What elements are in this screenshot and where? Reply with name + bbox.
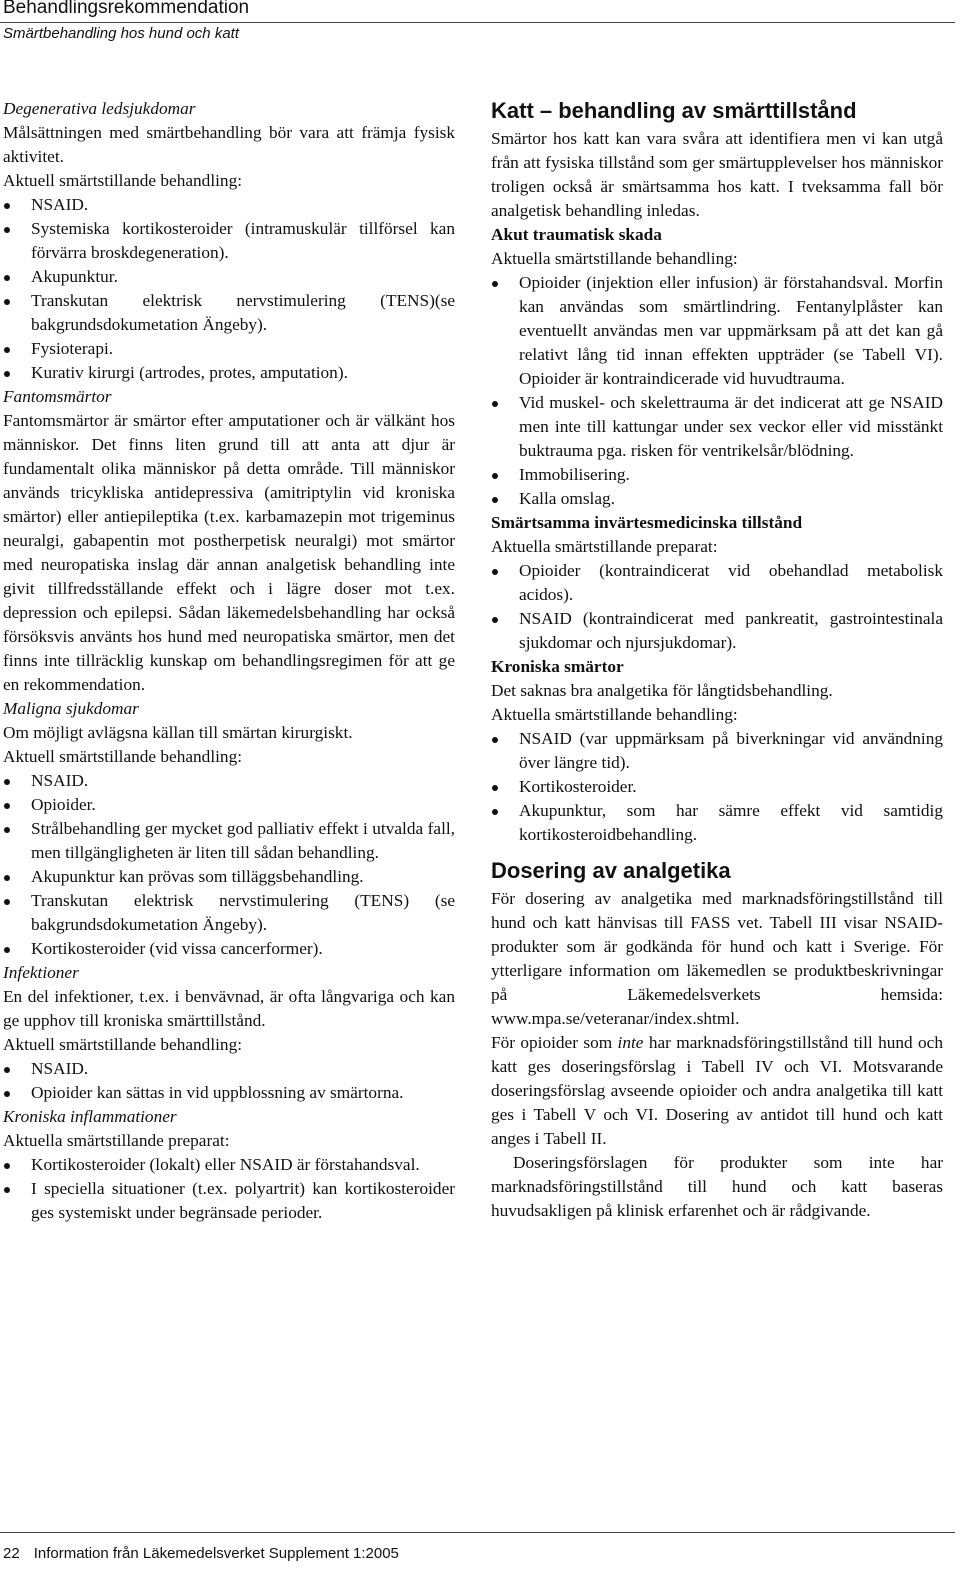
label-current-preparations: Aktuella smärtstillande preparat: (491, 537, 718, 556)
text-span: För opioider som (491, 1033, 618, 1052)
list-item: Vid muskel- och skelettrauma är det indicerat att ge NSAID men inte till kattungar under sex veckor eller vid misstänkt buktrauma pga. risken för ventrikelsår/blödning. (491, 391, 943, 463)
list-item: Opioider kan sättas in vid uppblossning av smärtorna. (3, 1081, 455, 1105)
section-heading-cat: Katt – behandling av smärttillstånd (491, 98, 857, 123)
publication-name: Information från Läkemedelsverket Supplement 1:2005 (33, 1545, 399, 1562)
list-item: Akupunktur kan prövas som tilläggsbehandling. (3, 865, 455, 889)
list-item: NSAID. (3, 1057, 455, 1081)
paragraph-degenerative-goal: Målsättningen med smärtbehandling bör vara att främja fysisk aktivitet. (3, 123, 455, 166)
paragraph-cat-intro: Smärtor hos katt kan vara svåra att identifiera men vi kan utgå från att fysiska tillstånd som ger smärtupplevelser hos människor troligen också är smärtsamma hos katt. I tveksamma fall bör analgetisk behandling inledas. (491, 129, 943, 220)
list-item: Immobilisering. (491, 463, 943, 487)
list-chronic-inflammation (3, 1153, 455, 1225)
list-malignant (3, 769, 455, 961)
label-current-treatment: Aktuell smärtstillande behandling: (3, 1035, 243, 1054)
footer-text (3, 1545, 399, 1562)
list-item: Kortikosteroider. (491, 775, 943, 799)
list-item: Opioider. (3, 793, 455, 817)
list-item: Strålbehandling ger mycket god palliativ effekt i utvalda fall, men tillgängligheten är liten till sådan behandling. (3, 817, 455, 865)
header-title: Behandlingsrekommendation (3, 0, 250, 18)
section-heading-infections: Infektioner (3, 963, 79, 982)
list-infections (3, 1057, 455, 1105)
label-current-treatment: Aktuella smärtstillande behandling: (491, 705, 738, 724)
paragraph-chronic-pain: Det saknas bra analgetika för långtidsbehandling. (491, 681, 833, 700)
label-current-treatment: Aktuell smärtstillande behandling: (3, 747, 243, 766)
paragraph-dosing-2 (491, 1031, 943, 1151)
text-span: har marknadsföringstillstånd till hund och katt ges doseringsförslag i Tabell IV och VI. Motsvarande doseringsförslag avseende opioider och andra analgetika till katt ges i Tabell V och VI. Dosering av antidot till hund och katt anges i Tabell II. (491, 1033, 943, 1148)
paragraph-malignant: Om möjligt avlägsna källan till smärtan kirurgiskt. (3, 723, 353, 742)
list-item: NSAID (kontraindicerat med pankreatit, gastrointestinala sjukdomar och njursjukdomar). (491, 607, 943, 655)
paragraph-dosing-1: För dosering av analgetika med marknadsföringstillstånd till hund och katt hänvisas till FASS vet. Tabell III visar NSAID-produkter som är godkända för hund och katt i Sverige. För ytterligare information om läkemedlen se produktbeskrivningar på Läkemedelsverkets hemsida: www.mpa.se/veteranar/index.shtml. (491, 889, 943, 1028)
list-item: Akupunktur. (3, 265, 455, 289)
subheading-acute-trauma: Akut traumatisk skada (491, 225, 662, 244)
list-item: Opioider (kontraindicerat vid obehandlad metabolisk acidos). (491, 559, 943, 607)
emphasis-inte: inte (617, 1033, 644, 1052)
list-internal-medicine (491, 559, 943, 655)
paragraph-phantom: Fantomsmärtor är smärtor efter amputationer och är välkänt hos människor. Det finns liten grund till att anta att djur är fundamentalt olika människor på detta område. Till människor används tricykliska antidepressiva (amitriptylin vid kroniska smärtor) eller antiepileptika (t.ex. karbamazepin mot trigeminus neuralgi, gabapentin mot postherpetisk neuralgi) mot smärtor med neuropatiska inslag där annan analgetisk behandling inte givit tillfredsställande effekt och i lägre doser mot t.ex. depression och epilepsi. Sådan läkemedelsbehandling har också försöksvis använts hos hund med neuropatiska smärtor, men det finns inte tillräcklig kunskap om behandlingsregimen för att ge en rekommendation. (3, 411, 455, 694)
list-degenerative (3, 193, 455, 385)
subheading-chronic-pain: Kroniska smärtor (491, 657, 624, 676)
section-heading-dosing: Dosering av analgetika (491, 858, 731, 883)
list-chronic-pain (491, 727, 943, 847)
section-heading-phantom: Fantomsmärtor (3, 387, 112, 406)
list-item: Kortikosteroider (lokalt) eller NSAID är förstahandsval. (3, 1153, 455, 1177)
subheading-internal-medicine: Smärtsamma invärtesmedicinska tillstånd (491, 513, 803, 532)
section-heading-degenerative: Degenerativa ledsjukdomar (3, 99, 196, 118)
list-item: Systemiska kortikosteroider (intramuskulär tillförsel kan förvärra broskdegeneration). (3, 217, 455, 265)
label-current-preparations: Aktuella smärtstillande preparat: (3, 1131, 230, 1150)
list-item: Kurativ kirurgi (artrodes, protes, amputation). (3, 361, 455, 385)
header-divider (0, 22, 955, 23)
list-item: Opioider (injektion eller infusion) är förstahandsval. Morfin kan användas som smärtlindring. Fentanylplåster kan eventuellt användas men var uppmärksam på att det kan gå relativt lång tid innan effekten uppträder (se Tabell VI). Opioider är kontraindicerade vid huvudtrauma. (491, 271, 943, 391)
list-item: NSAID. (3, 193, 455, 217)
paragraph-dosing-3: Doseringsförslagen för produkter som inte har marknadsföringstillstånd till hund och katt baseras huvudsakligen på klinisk erfarenhet och är rådgivande. (491, 1153, 943, 1220)
list-item: Transkutan elektrisk nervstimulering (TENS) (se bakgrundsdokumetation Ängeby). (3, 889, 455, 937)
list-acute-trauma (491, 271, 943, 511)
list-item: Transkutan elektrisk nervstimulering (TENS)(se bakgrundsdokumetation Ängeby). (3, 289, 455, 337)
list-item: NSAID. (3, 769, 455, 793)
paragraph-infections: En del infektioner, t.ex. i benvävnad, är ofta långvariga och kan ge upphov till kroniska smärttillstånd. (3, 987, 455, 1030)
header-subtitle: Smärtbehandling hos hund och katt (3, 25, 239, 42)
list-item: Kalla omslag. (491, 487, 943, 511)
list-item: Kortikosteroider (vid vissa cancerformer). (3, 937, 455, 961)
right-column (491, 97, 943, 1223)
page-number: 22 (3, 1545, 20, 1562)
label-current-treatment: Aktuell smärtstillande behandling: (3, 171, 243, 190)
list-item: Akupunktur, som har sämre effekt vid samtidig kortikosteroidbehandling. (491, 799, 943, 847)
label-current-treatment: Aktuella smärtstillande behandling: (491, 249, 738, 268)
section-heading-chronic-inflammation: Kroniska inflammationer (3, 1107, 177, 1126)
list-item: NSAID (var uppmärksam på biverkningar vid användning över längre tid). (491, 727, 943, 775)
section-heading-malignant: Maligna sjukdomar (3, 699, 139, 718)
footer-divider (0, 1532, 955, 1533)
list-item: I speciella situationer (t.ex. polyartrit) kan kortikosteroider ges systemiskt under begränsade perioder. (3, 1177, 455, 1225)
list-item: Fysioterapi. (3, 337, 455, 361)
left-column (3, 97, 455, 1225)
